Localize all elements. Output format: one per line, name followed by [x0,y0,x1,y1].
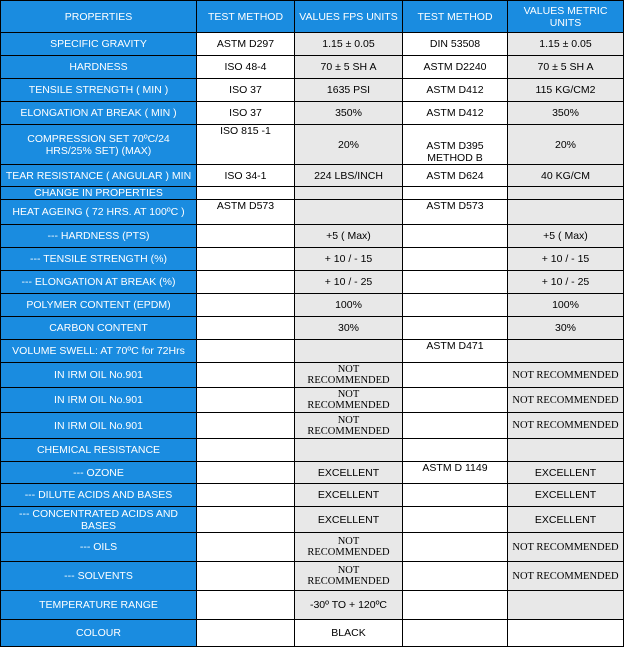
test-method-fps-cell [197,340,295,363]
value-metric-cell: + 10 / - 15 [508,248,624,271]
property-cell: IN IRM OIL No.901 [1,363,197,388]
value-metric-cell: 100% [508,294,624,317]
table-row [1,33,624,56]
test-method-fps-cell [197,413,295,439]
test-method-fps-cell: ISO 48-4 [197,56,295,79]
value-fps-cell: 70 ± 5 SH A [295,56,403,79]
value-fps-cell: 100% [295,294,403,317]
test-method-metric-cell [403,507,508,533]
test-method-metric-cell: ASTM D412 [403,102,508,125]
table-row [1,562,624,591]
value-metric-cell [508,439,624,462]
test-method-metric-cell [403,388,508,413]
test-method-metric-cell: DIN 53508 [403,33,508,56]
property-cell: CARBON CONTENT [1,317,197,340]
property-cell: --- HARDNESS (PTS) [1,225,197,248]
header-test-method-metric: TEST METHOD [403,1,508,33]
property-cell: --- ELONGATION AT BREAK (%) [1,271,197,294]
value-metric-cell: 70 ± 5 SH A [508,56,624,79]
value-fps-cell: + 10 / - 15 [295,248,403,271]
test-method-fps-cell [197,271,295,294]
test-method-metric-cell [403,591,508,620]
value-metric-cell: EXCELLENT [508,462,624,484]
test-method-metric-cell [403,439,508,462]
value-fps-cell [295,340,403,363]
test-method-metric-cell [403,225,508,248]
table-row [1,591,624,620]
value-fps-cell: 350% [295,102,403,125]
header-row [1,1,624,33]
test-method-fps-cell [197,562,295,591]
value-metric-cell: 350% [508,102,624,125]
property-cell: --- SOLVENTS [1,562,197,591]
value-fps-cell: 224 LBS/INCH [295,165,403,187]
test-method-fps-cell: ISO 34-1 [197,165,295,187]
test-method-fps-cell: ASTM D297 [197,33,295,56]
value-fps-cell: -30º TO + 120ºC [295,591,403,620]
value-metric-cell: NOT RECOMMENDED [508,562,624,591]
table-row [1,271,624,294]
table-row [1,413,624,439]
test-method-metric-cell [403,413,508,439]
value-fps-cell: EXCELLENT [295,484,403,507]
table-row [1,200,624,225]
test-method-fps-cell [197,317,295,340]
value-metric-cell: NOT RECOMMENDED [508,533,624,562]
test-method-fps-cell [197,187,295,200]
table-row [1,187,624,200]
value-fps-cell: 20% [295,125,403,165]
value-fps-cell: NOT RECOMMENDED [295,562,403,591]
test-method-fps-cell [197,507,295,533]
value-metric-cell: NOT RECOMMENDED [508,388,624,413]
table-row [1,317,624,340]
header-test-method-fps: TEST METHOD [197,1,295,33]
value-metric-cell: 115 KG/CM2 [508,79,624,102]
value-fps-cell: 1.15 ± 0.05 [295,33,403,56]
header-properties: PROPERTIES [1,1,197,33]
test-method-metric-cell: ASTM D 1149 [403,462,508,484]
property-cell: ELONGATION AT BREAK ( MIN ) [1,102,197,125]
value-fps-cell: BLACK [295,620,403,647]
value-metric-cell: NOT RECOMMENDED [508,363,624,388]
value-fps-cell: 1635 PSI [295,79,403,102]
value-metric-cell [508,187,624,200]
property-cell: --- OILS [1,533,197,562]
value-fps-cell [295,439,403,462]
test-method-fps-cell: ISO 37 [197,79,295,102]
test-method-fps-cell [197,462,295,484]
test-method-fps-cell [197,363,295,388]
test-method-metric-cell [403,187,508,200]
table-row [1,484,624,507]
value-metric-cell: EXCELLENT [508,484,624,507]
test-method-fps-cell [197,484,295,507]
value-fps-cell: NOT RECOMMENDED [295,413,403,439]
table-row [1,462,624,484]
test-method-fps-cell [197,591,295,620]
property-cell: VOLUME SWELL: AT 70ºC for 72Hrs [1,340,197,363]
table-row [1,56,624,79]
property-cell: COMPRESSION SET 70ºC/24 HRS/25% SET) (MAX) [1,125,197,165]
table-row [1,340,624,363]
test-method-fps-cell [197,620,295,647]
value-fps-cell: NOT RECOMMENDED [295,363,403,388]
property-cell: POLYMER CONTENT (EPDM) [1,294,197,317]
table-row [1,294,624,317]
value-fps-cell: NOT RECOMMENDED [295,533,403,562]
test-method-metric-cell: ASTM D412 [403,79,508,102]
property-cell: TEAR RESISTANCE ( ANGULAR ) MIN [1,165,197,187]
value-metric-cell: 40 KG/CM [508,165,624,187]
table-row [1,248,624,271]
value-metric-cell [508,340,624,363]
value-metric-cell: EXCELLENT [508,507,624,533]
table-body [1,33,624,647]
test-method-metric-cell [403,533,508,562]
test-method-fps-cell [197,388,295,413]
table-row [1,79,624,102]
test-method-fps-cell [197,439,295,462]
test-method-fps-cell: ISO 37 [197,102,295,125]
test-method-metric-cell: ASTM D471 [403,340,508,363]
property-cell: --- DILUTE ACIDS AND BASES [1,484,197,507]
value-metric-cell [508,200,624,225]
property-cell: COLOUR [1,620,197,647]
value-metric-cell [508,591,624,620]
property-cell: CHEMICAL RESISTANCE [1,439,197,462]
property-cell: HEAT AGEING ( 72 HRS. AT 100ºC ) [1,200,197,225]
table-row [1,533,624,562]
header-values-fps: VALUES FPS UNITS [295,1,403,33]
test-method-fps-cell [197,294,295,317]
property-cell: SPECIFIC GRAVITY [1,33,197,56]
property-cell: --- OZONE [1,462,197,484]
test-method-fps-cell: ISO 815 -1 [197,125,295,165]
value-metric-cell: 1.15 ± 0.05 [508,33,624,56]
value-fps-cell [295,200,403,225]
table-row [1,388,624,413]
table-row [1,102,624,125]
test-method-metric-cell: ASTM D2240 [403,56,508,79]
table-row [1,225,624,248]
value-fps-cell: EXCELLENT [295,507,403,533]
property-cell: --- TENSILE STRENGTH (%) [1,248,197,271]
property-cell: TEMPERATURE RANGE [1,591,197,620]
property-cell: IN IRM OIL No.901 [1,413,197,439]
property-cell: IN IRM OIL No.901 [1,388,197,413]
value-metric-cell: 20% [508,125,624,165]
property-cell: HARDNESS [1,56,197,79]
table-row [1,507,624,533]
test-method-fps-cell [197,248,295,271]
table-row [1,363,624,388]
value-fps-cell: +5 ( Max) [295,225,403,248]
table-row [1,125,624,165]
table-row [1,620,624,647]
value-fps-cell: EXCELLENT [295,462,403,484]
test-method-metric-cell [403,294,508,317]
property-cell: TENSILE STRENGTH ( MIN ) [1,79,197,102]
header-values-metric: VALUES METRIC UNITS [508,1,624,33]
value-metric-cell: + 10 / - 25 [508,271,624,294]
value-metric-cell: 30% [508,317,624,340]
value-metric-cell: +5 ( Max) [508,225,624,248]
test-method-fps-cell [197,533,295,562]
test-method-metric-cell [403,620,508,647]
property-cell: CHANGE IN PROPERTIES [1,187,197,200]
test-method-metric-cell [403,317,508,340]
test-method-metric-cell: ASTM D624 [403,165,508,187]
test-method-metric-cell: ASTM D573 [403,200,508,225]
test-method-metric-cell [403,248,508,271]
table-row [1,439,624,462]
test-method-metric-cell [403,484,508,507]
value-fps-cell [295,187,403,200]
table-row [1,165,624,187]
value-fps-cell: NOT RECOMMENDED [295,388,403,413]
test-method-metric-cell [403,271,508,294]
property-cell: --- CONCENTRATED ACIDS AND BASES [1,507,197,533]
value-fps-cell: 30% [295,317,403,340]
test-method-fps-cell: ASTM D573 [197,200,295,225]
value-metric-cell [508,620,624,647]
value-fps-cell: + 10 / - 25 [295,271,403,294]
test-method-fps-cell [197,225,295,248]
value-metric-cell: NOT RECOMMENDED [508,413,624,439]
test-method-metric-cell [403,363,508,388]
test-method-metric-cell: ASTM D395 METHOD B [403,125,508,165]
test-method-metric-cell [403,562,508,591]
